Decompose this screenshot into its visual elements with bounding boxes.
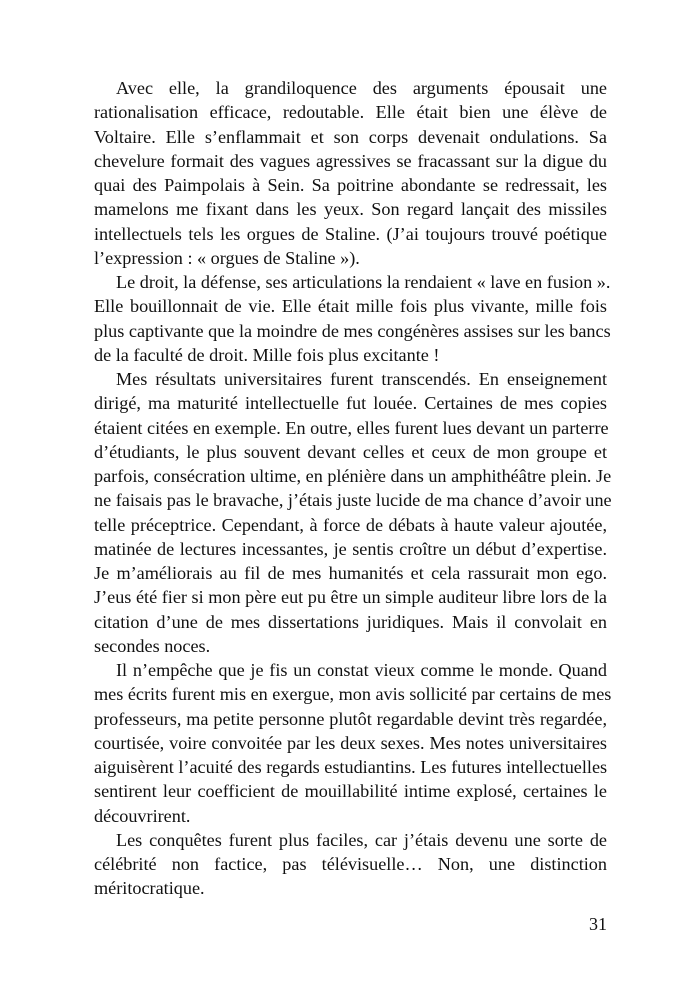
text-line: Le droit, la défense, ses articulations la rendaient « lave en fusion ». [116, 272, 611, 292]
text-line: étaient citées en exemple. En outre, elles furent lues devant un parterre [94, 417, 609, 438]
text-line: dirigé, ma maturité intellectuelle fut louée. Certaines de mes copies [94, 393, 607, 414]
text-line: sentirent leur coefficient de mouillabilité intime explosé, certaines le [94, 781, 607, 802]
text-line: mamelons me fixant dans les yeux. Son regard lançait des missiles [94, 199, 607, 220]
text-line: l’expression : « orgues de Staline »). [94, 247, 360, 268]
text-line: découvrirent. [94, 805, 191, 826]
text-line: aiguisèrent l’acuité des regards estudiantins. Les futures intellectuelles [94, 757, 608, 777]
text-line: matinée de lectures incessantes, je sentis croître un début d’expertise. [94, 538, 607, 559]
text-line: courtisée, voire convoitée par les deux sexes. Mes notes universitaires [94, 732, 607, 753]
paragraph [94, 76, 607, 270]
text-line: telle préceptrice. Cependant, à force de débats à haute valeur ajoutée, [94, 514, 607, 535]
text-line: Les conquêtes furent plus faciles, car j’étais devenu une sorte de [116, 829, 607, 850]
paragraph [94, 828, 607, 901]
page-body [94, 76, 612, 901]
text-line: parfois, consécration ultime, en plénière dans un amphithéâtre plein. Je [94, 466, 612, 486]
text-line: célébrité non factice, pas télévisuelle… Non, une distinction [94, 854, 607, 874]
text-line: de la faculté de droit. Mille fois plus excitante ! [94, 344, 440, 365]
text-line: méritocratique. [94, 878, 205, 899]
text-line: quai des Paimpolais à Sein. Sa poitrine abondante se redressait, les [94, 175, 607, 195]
text-line: J’eus été fier si mon père eut pu être un simple auditeur libre lors de la [94, 587, 607, 608]
text-line: chevelure formait des vagues agressives se fracassant sur la digue du [94, 150, 607, 171]
text-line: mes écrits furent mis en exergue, mon avis sollicité par certains de mes [94, 684, 612, 705]
text-line: Elle bouillonnait de vie. Elle était mille fois plus vivante, mille fois [94, 296, 607, 317]
text-line: secondes noces. [94, 635, 211, 656]
text-line: intellectuels tels les orgues de Staline. (J’ai toujours trouvé poétique [94, 223, 607, 244]
text-line: Je m’améliorais au fil de mes humanités et cela rassurait mon ego. [94, 563, 607, 583]
text-line: ne faisais pas le bravache, j’étais juste lucide de ma chance d’avoir une [94, 490, 612, 511]
text-line: plus captivante que la moindre de mes congénères assises sur les bancs [94, 320, 611, 341]
paragraph [94, 270, 611, 367]
text-line: Voltaire. Elle s’enflammait et son corps devenait ondulations. Sa [94, 126, 607, 147]
text-line: rationalisation efficace, redoutable. Elle était bien une élève de [94, 102, 607, 123]
text-line: professeurs, ma petite personne plutôt regardable devint très regardée, [94, 708, 607, 729]
paragraph [94, 658, 612, 828]
text-line: d’étudiants, le plus souvent devant celles et ceux de mon groupe et [94, 441, 607, 462]
text-line: Mes résultats universitaires furent transcendés. En enseignement [116, 369, 607, 389]
text-line: Avec elle, la grandiloquence des arguments épousait une [116, 78, 607, 98]
text-line: citation d’une de mes dissertations juridiques. Mais il convolait en [94, 611, 607, 632]
text-line: Il n’empêche que je fis un constat vieux comme le monde. Quand [116, 660, 607, 680]
paragraph [94, 367, 612, 658]
page-number: 31 [589, 914, 607, 934]
